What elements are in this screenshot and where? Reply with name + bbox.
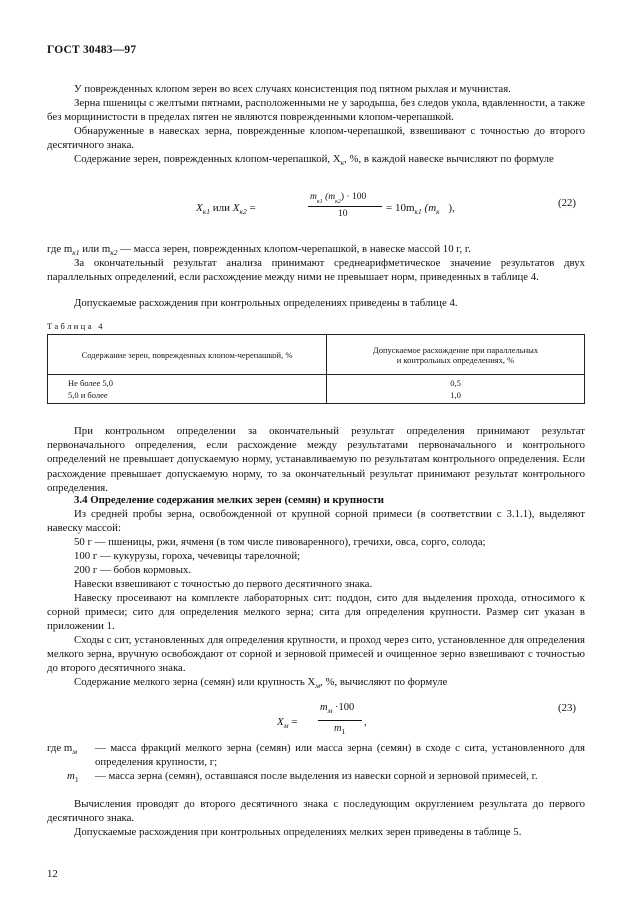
fraction-bar-23 [318,720,362,721]
formula-number-22: (22) [558,197,576,209]
paragraph-sample-selection: Из средней пробы зерна, освобожденной от крупной сорной примеси (в соответствии с 3.1.1), выделяют навеску массой: [47,508,585,535]
list-item: 200 г — бобов кормовых. [74,564,192,576]
paragraph-calculation-rounding: Вычисления проводят до второго десятичного знака с последующим округлением результата до первого десятичного знака. [47,798,585,825]
paragraph-control-determination: При контрольном определении за окончательный результат определения принимают результат первоначального определения, если расхождение между результатами первоначального и контрольного определений не превышает допускаемую норму, устанавливаемую по результатам контрольного определения. Если расхождение превышает допускаемую норму, то за окончательный результат принимают результат контрольного определения. [47,425,585,494]
paragraph-weigh-precision: Навески взвешивают с точностью до первого десятичного знака. [74,578,373,590]
document-header: ГОСТ 30483—97 [47,44,137,56]
paragraph-table5-reference: Допускаемые расхождения при контрольных определениях мелких зерен приведены в таблице 5. [74,826,522,838]
document-page: ГОСТ 30483—97 У поврежденных клопом зерен во всех случаях консистенция под пятном рыхлая и мучнистая. Зерна пшеницы с желтыми пятнами, расположенными не у зародыша, без следов укола, вдавленности, а также без морщинистости в пределах пятен не являются поврежденными клопом-черепашкой. Обнаруженные в навесках зерна, поврежденные клопом-черепашкой, взвешивают с точностью до второго десятичного знака. Содержание зерен, поврежденных клопом-черепашкой, $X_к$, %, в каждой навеске вычисляют по формуле $X_{к1}$ или $X_{к2}$ = $m_{к1}$ $(m_{к2}) \cdot 100$ 10 = $10m_{к1}$ ($m_к$ ), (22) где $m_{к1}$ или $m_{к2}$ — масса зерен, поврежденных клопом-черепашкой, в навеске массой 10 г, г. За окончательный результат анализа принимают среднеарифметическое значение результатов двух параллельных определений, если расхождение между ними не превышает норм, приведенных в таблице 4. Допускаемые расхождения при контрольных определениях приведены в таблице 4. Таблица 4 Содержание зерен, поврежденных клопом-черепашкой, % Допускаемое расхождение при параллельных и контрольных определениях, % Не более 5,0 5,0 и более 0,5 1,0 При контрольном определении за окончательный результат определения принимают результат первоначального определения, если расхождение между результатами первоначального и контрольного определений не превышает допускаемую норму, устанавливаемую по результатам контрольного определения. Если расхождение превышает допускаемую норму, то за окончательный результат принимают результат контрольного определения. 3.4 Определение содержания мелких зерен (семян) и крупности Из средней пробы зерна, освобожденной от крупной сорной примеси (в соответствии с 3.1.1), выделяют навеску массой: 50 г — пшеницы, ржи, ячменя (в том числе пивоваренного), гречихи, овса, сорго, солода; 100 г — кукурузы, гороха, чечевицы тарелочной; 200 г — бобов кормовых. Навески взвешивают с точностью до первого десятичного знака. Навеску просеивают на комплекте лабораторных сит: поддон, сито для выделения прохода, относимого к сорной примеси; сито для определения мелкого зерна; сита для определения крупности. Размер сит указан в приложении 1. Сходы с сит, установленных для определения крупности, и проход через сито, установленное для определения мелкого зерна, вручную освобождают от сорной и зерновой примесей и очищенное зерно взвешивают с точностью до второго десятичного знака. Содержание мелкого зерна (семян) или крупность $X_м$, %, вычисляют по формуле $X_м$ = $m_м \cdot 100$ $m_1$ , (23) где $m_м$ — масса фракций мелкого зерна (семян) или масса зерна (семян) в сходе с сита, установленного для определения крупности, г; $m_1$ — масса зерна (семян), оставшаяся после выделения из навески сорной и зерновой примесей, г. Вычисления проводят до второго десятичного знака с последующим округлением результата до первого десятичного знака. Допускаемые расхождения при контрольных определениях мелких зерен приведены в таблице 5. 12 [47,44,585,880]
table-row [48,375,585,404]
paragraph-tolerances: Допускаемые расхождения при контрольных определениях приведены в таблице 4. [74,297,458,309]
formula-22-legend: где $m_{к1}$ или $m_{к2}$ — масса зерен, поврежденных клопом-черепашкой, в навеске массой 10 г, г. [47,243,471,257]
formula-number-23: (23) [558,702,576,714]
paragraph-residues: Сходы с сит, установленных для определения крупности, и проход через сито, установленное для определения мелкого зерна, вручную освобождают от сорной и зерновой примесей и очищенное зерно взвешивают с точностью до второго десятичного знака. [47,634,585,675]
table-4-caption: Таблица 4 [47,321,105,331]
formula-23-legend-1: где $m_м$ — масса фракций мелкого зерна (семян) или масса зерна (семян) в сходе с сита, установленного для определения крупности, г; [47,742,585,769]
table-header-row [48,335,585,375]
table-header-cell: Содержание зерен, поврежденных клопом-черепашкой, % [48,335,327,375]
paragraph-consistency: У поврежденных клопом зерен во всех случаях консистенция под пятном рыхлая и мучнистая. [74,83,511,95]
table-cell-value: 0,5 1,0 [327,375,585,404]
paragraph-small-grain-formula-intro: Содержание мелкого зерна (семян) или крупность $X_м$, %, вычисляют по формуле [74,676,448,690]
table-4 [47,334,585,404]
paragraph-yellow-spots: Зерна пшеницы с желтыми пятнами, расположенными не у зародыша, без следов укола, вдавленности, а также без морщинистости в пределах пятен не являются поврежденными клопом-черепашкой. [47,97,585,124]
list-item: 50 г — пшеницы, ржи, ячменя (в том числе пивоваренного), гречихи, овса, сорго, солода; [74,536,486,548]
page-number: 12 [47,868,58,880]
table-header-cell: Допускаемое расхождение при параллельных и контрольных определениях, % [327,335,585,375]
paragraph-final-result: За окончательный результат анализа принимают среднеарифметическое значение результатов двух параллельных определений, если расхождение между ними не превышает норм, приведенных в таблице 4. [47,257,585,284]
list-item: 100 г — кукурузы, гороха, чечевицы тарелочной; [74,550,301,562]
table-cell-range: Не более 5,0 5,0 и более [48,375,327,404]
paragraph-weighing: Обнаруженные в навесках зерна, поврежденные клопом-черепашкой, взвешивают с точностью до второго десятичного знака. [47,125,585,152]
formula-23-legend-2: $m_1$ — масса зерна (семян), оставшаяся после выделения из навески сорной и зерновой примесей, г. [67,770,538,784]
section-3-4-heading: 3.4 Определение содержания мелких зерен (семян) и крупности [74,494,385,506]
fraction-bar-22 [308,206,382,207]
paragraph-content-formula-intro: Содержание зерен, поврежденных клопом-черепашкой, $X_к$, %, в каждой навеске вычисляют по формуле [74,153,554,167]
paragraph-sieving: Навеску просеивают на комплекте лабораторных сит: поддон, сито для выделения прохода, относимого к сорной примеси; сито для определения мелкого зерна; сита для определения крупности. Размер сит указан в приложении 1. [47,592,585,633]
